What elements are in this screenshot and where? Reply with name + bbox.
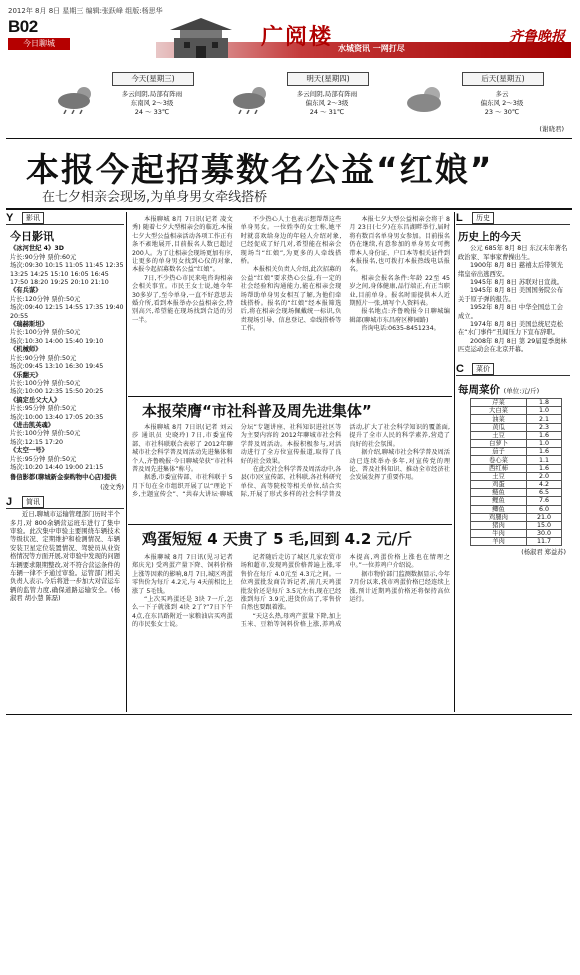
- weather-condition: 多云间阴,局部有阵雨: [121, 90, 183, 98]
- article-paragraph: 7日,不少热心市民来电咨询相亲会相关事宜。市民王女士说,她今年 30多岁了,至今单身,一直不好意思去婚介所,看到本报举办公益相亲会,特别高兴,希望能在现场找到合适的另一半。: [132, 274, 233, 324]
- veg-price: 1.0: [527, 440, 562, 448]
- table-row: [471, 423, 562, 431]
- veg-name: 芹菜: [471, 399, 527, 407]
- blank-area: [0, 720, 580, 975]
- table-row: [471, 440, 562, 448]
- history-entry: 2008年 8月 8日 第 29届夏季奥林匹克运动会在北京开幕。: [458, 337, 567, 354]
- weather-temp: 24 ～ 31℃: [309, 108, 345, 116]
- section-letter: L: [456, 212, 470, 224]
- section-letter: C: [456, 363, 470, 375]
- divider: [128, 396, 452, 397]
- weather-day: [229, 70, 369, 132]
- history-entry: 1900年 8月 8日 慈禧太后带领光绪皇帝出逃西安。: [458, 262, 564, 278]
- cloud-icon: [404, 84, 450, 114]
- divider: [6, 138, 572, 139]
- weather-temp: 23 ～ 30℃: [484, 108, 520, 116]
- article3-headline: 鸡蛋短短 4 天贵了 5 毛,回到 4.2 元/斤: [142, 530, 412, 548]
- veg-name: 鸡腿肉: [471, 513, 527, 521]
- film-line: 场次:09:45 13:10 16:30 19:45: [10, 363, 104, 371]
- film-line: 《冰河世纪 4》3D: [10, 245, 64, 253]
- lead-subhead: 在七夕相亲会现场,为单身男女牵线搭桥: [42, 190, 268, 205]
- article2-body: [132, 424, 450, 524]
- veg-name: 鸡蛋: [471, 480, 527, 488]
- history-entry: 1945年 8月 8日 美国国务院公布关于原子弹的报告。: [458, 287, 564, 303]
- veg-name: 鲤鱼: [471, 497, 527, 505]
- article3-body: [132, 554, 450, 704]
- weather-desc: [279, 90, 375, 117]
- veg-price: 7.6: [527, 497, 562, 505]
- history-list: [456, 245, 570, 354]
- cloud-rain-icon: [229, 84, 275, 114]
- divider: [6, 208, 572, 210]
- veg-credit: (杨淑君 郑益苏): [521, 549, 566, 557]
- veg-name: 土豆: [471, 431, 527, 439]
- weather-condition: 多云: [495, 90, 509, 98]
- article-paragraph: 在此次社会科学普及周活动中,各县(市)区宣传部、社科联,各社科研究单位、高等院校等相关单位,结合实际,开展了形式多样的社会科学普及活动,扩大了社会科学知识的覆盖面,提升了全市人民的科学素养,营造了良好的社会氛围。: [240, 424, 450, 499]
- film-listing: [10, 245, 124, 472]
- section-tag-film: [6, 212, 124, 225]
- article-paragraph: 相亲会报名条件:年龄 22至 45岁之间,身体健康,品行端正,有正当职业,目前单身。报名时需提供本人近期照片一张,填写个人资料表。: [349, 274, 450, 308]
- film-line: 《机械师》: [10, 346, 42, 354]
- veg-name: 油菜: [471, 415, 527, 423]
- section-letter: J: [6, 496, 20, 508]
- film-footer: [10, 474, 124, 492]
- veg-price: 21.0: [527, 513, 562, 521]
- table-row: [471, 480, 562, 488]
- article-paragraph: 咨询电话:0635-8451234。: [361, 325, 440, 333]
- column-slogan: 水城资讯 一网打尽: [338, 44, 405, 53]
- film-line: 片长:95分钟 票价:50元: [10, 455, 77, 463]
- veg-price: 1.0: [527, 407, 562, 415]
- veg-name: 牛肉: [471, 530, 527, 538]
- veg-name: 土豆: [471, 472, 527, 480]
- veg-price: 1.6: [527, 464, 562, 472]
- weather-panel: [54, 70, 564, 134]
- veg-heading: [458, 383, 570, 396]
- film-line: 片长:100分钟 票价:50元: [10, 379, 81, 387]
- article-paragraph: 本报相关负责人介绍,此次招募的公益“红娘”要求热心公益,有一定的社会经验和沟通能力,能在相亲会现场帮助单身男女相互了解,为他们牵线搭桥。报名的“红娘”经本报筛选后,将在相亲会现场佩戴统一标识,负责现场引导、信息登记、牵线搭桥等工作。: [240, 266, 342, 333]
- veg-price: 1.6: [527, 448, 562, 456]
- veg-price-table: [470, 398, 562, 546]
- table-row: [471, 464, 562, 472]
- weather-day-label: 明天(星期四): [287, 72, 369, 86]
- tower-icon: [166, 16, 236, 58]
- veg-price: 1.6: [527, 431, 562, 439]
- table-row: [471, 448, 562, 456]
- column-rule: [454, 212, 455, 712]
- film-line: 片长:120分钟 票价:50元: [10, 295, 81, 303]
- table-row: [471, 521, 562, 529]
- veg-price: 11.7: [527, 538, 562, 546]
- veg-title: 每周菜价: [458, 383, 500, 396]
- section-tag-history: [456, 212, 570, 225]
- veg-price: 6.5: [527, 489, 562, 497]
- weather-desc: [454, 90, 550, 117]
- table-row: [471, 415, 562, 423]
- history-entry: 公元 685年 8月 8日 东汉末年著名政治家、军事家曹操出生。: [458, 245, 568, 261]
- history-heading: 历史上的今天: [458, 231, 521, 243]
- table-row: [471, 513, 562, 521]
- article-paragraph: “上次买鸡蛋还是 3块 7一斤,怎么一下子就涨到 4块 2了?”7日下午 4点,在东昌路附近一家粮油店买鸡蛋的市民张女士说。: [132, 596, 233, 629]
- table-row: [471, 431, 562, 439]
- masthead: [156, 16, 571, 60]
- film-line: 《进击凯英魂》: [10, 421, 55, 429]
- page-code: B02: [8, 17, 38, 36]
- table-row: [471, 530, 562, 538]
- article-paragraph: 本报聊城 8月 7日讯(见习记者 郑庆光) 受鸡蛋产量下降、饲料价格上涨等因素的影响,8月 7日,城区鸡蛋零售价为每斤 4.2元,与 4天前相比上涨了 5毛钱。: [132, 554, 233, 595]
- film-line: 场次:10:00 13:40 17:05 20:35: [10, 413, 104, 421]
- weather-day: [54, 70, 194, 132]
- lead-headline: 本报今起招募数名公益“红娘”: [26, 150, 494, 189]
- table-row: [471, 407, 562, 415]
- veg-name: 茄子: [471, 448, 527, 456]
- veg-name: 黄瓜: [471, 423, 527, 431]
- veg-price: 30.0: [527, 530, 562, 538]
- veg-price: 2.0: [527, 472, 562, 480]
- article-paragraph: 本报聊城 8月 7日讯(记者 凌文秀) 随着七夕大型相亲会的临近,本报七夕大型公益相亲活动各项工作正有条不紊地展开,目前报名人数已超过 200人。为了让相亲会现场更加有序,让更多的单身男女找到心仪的对象,本报今起招募数名公益“红娘”。: [132, 216, 233, 274]
- right-column: [456, 212, 570, 712]
- film-line: 片长:90分钟 票价:60元: [10, 253, 77, 261]
- table-row: [471, 489, 562, 497]
- article2-headline: 本报荣膺“市社科普及周先进集体”: [142, 402, 372, 420]
- veg-name: 猪肉: [471, 521, 527, 529]
- section-tag-brief: [6, 496, 124, 509]
- veg-name: 西红柿: [471, 464, 527, 472]
- weather-day-label: 后天(星期五): [462, 72, 544, 86]
- veg-price: 2.1: [527, 415, 562, 423]
- article-paragraph: 据市物价部门监测数据显示,今年 7月份以来,我市鸡蛋价格已经连续上涨,预计近期鸡蛋价格还将保持高位运行。: [349, 570, 450, 604]
- film-line: 场次:12:15 17:20: [10, 438, 64, 446]
- article-paragraph: 据介绍,聊城市社会科学普及周活动已连续举办多年,对宣传党的理论、普及社科知识、推动全市经济社会发展发挥了重要作用。: [349, 449, 450, 482]
- section-tag-veg: [456, 363, 570, 376]
- weather-desc: [104, 90, 200, 117]
- film-line: 《太空一号》: [10, 447, 48, 455]
- newspaper-page: [6, 4, 572, 720]
- table-row: [471, 538, 562, 546]
- film-line: 场次:10:00 12:35 15:50 20:25: [10, 388, 104, 396]
- veg-name: 卷心菜: [471, 456, 527, 464]
- veg-price: 15.0: [527, 521, 562, 529]
- history-entry: 1952年 8月 8日 中华全国总工会成立。: [458, 304, 564, 320]
- article-paragraph: 本报七夕大型公益相亲会将于 8月 23日(七夕)在东昌湖畔举行,届时将有数百名单身男女参加。目前报名仍在继续,有意参加的单身男女可携带本人身份证、户口本等相关证件到本报报名,也可拨打本报热线电话报名。: [349, 216, 450, 274]
- veg-name: 白萝卜: [471, 440, 527, 448]
- paper-logo: 齐鲁晚报: [509, 29, 565, 45]
- weather-wind: 偏东风 2～3级: [305, 99, 349, 107]
- history-entry: 1974年 8月 8日 美国总统尼克松在“水门事件”丑闻压力下宣布辞职。: [458, 321, 564, 337]
- film-line: 《搞定岳父大人》: [10, 396, 61, 404]
- divider: [128, 524, 452, 525]
- film-line: 场次:10:30 14:00 15:40 19:10: [10, 337, 104, 345]
- article-paragraph: “天这么热,母鸡产蛋量下降,加上玉米、豆粕等饲料价格上涨,养鸡成本提高,鸡蛋价格上涨也在情理之中。”一位养鸡户介绍说。: [240, 554, 450, 629]
- issue-date: 2012年 8月 8日 星期三 编辑:张跃峰 组版:杨思华: [8, 7, 163, 15]
- table-row: [471, 497, 562, 505]
- veg-price: 1.8: [527, 399, 562, 407]
- film-credit: (凌文秀): [100, 483, 124, 491]
- article-paragraph: 据悉,市委宣传部、市社科联于 5月下旬在全市组织开展了以“理论下乡,主题宣传会”、“共春大讲坛·聊城分坛”专题讲座、社科知识进社区等为主要内容的 2012年聊城市社会科学普及周活动。本报积极参与,对活动进行了全方位宣传报道,取得了良好的社会效果。: [132, 424, 342, 499]
- table-row: [471, 505, 562, 513]
- veg-price: 4.2: [527, 480, 562, 488]
- film-line: 片长:95分钟 票价:50元: [10, 405, 77, 413]
- veg-price: 1.1: [527, 456, 562, 464]
- film-heading: 今日影讯: [10, 230, 54, 243]
- weather-condition: 多云间阴,局部有阵雨: [296, 90, 358, 98]
- veg-name: 鲢鱼: [471, 489, 527, 497]
- table-row: [471, 399, 562, 407]
- film-line: 场次:09:40 12:15 14:55 17:35 19:40 20:55: [10, 304, 124, 320]
- left-column: [6, 212, 124, 712]
- weather-temp: 24 ～ 33℃: [134, 108, 170, 116]
- section-tag-label: 影讯: [22, 212, 44, 224]
- page-bottom-rule: [6, 714, 572, 715]
- section-letter: Y: [6, 212, 20, 224]
- weather-day: [404, 70, 544, 132]
- section-tag-label: 历史: [472, 212, 494, 224]
- weather-wind: 东南风 2～3级: [130, 99, 174, 107]
- column-title: 广阅楼: [261, 24, 334, 50]
- weather-credit: (谢晓君): [539, 125, 564, 133]
- section-tag-label: 简讯: [22, 496, 44, 508]
- film-line: 场次:10:20 14:40 19:00 21:15: [10, 463, 104, 471]
- article-paragraph: 本报聊城 8月 7日讯(记者 刘云莎 通讯员 史晓玲) 7日,市委宣传部、市社科联联合表彰了 2012年聊城市社会科学普及周活动先进集体和个人,齐鲁晚报·今日聊城荣获“市社科普及周先进集体”称号。: [132, 424, 233, 474]
- article-paragraph: 不少热心人士也表示想帮帮这些单身男女。一位姓李的女士称,她平时就喜欢给身边的年轻人介绍对象,已经促成了好几对,希望能在相亲会现场当“红娘”,为更多的人牵线搭桥。: [240, 216, 342, 266]
- column-rule: [126, 212, 127, 712]
- film-venue: 鲁信影都(聊城新金泰购物中心店)提供: [10, 474, 117, 482]
- weather-wind: 偏东风 2～3级: [480, 99, 524, 107]
- lead-article-body: [132, 216, 450, 392]
- veg-name: 羊肉: [471, 538, 527, 546]
- veg-unit: (单位:元/斤): [503, 386, 540, 395]
- article-paragraph: 记者随后走访了城区几家农贸市场和超市,发现鸡蛋价格普遍上涨,零售价在每斤 4.0元至 4.3元之间。一位鸡蛋批发商告诉记者,前几天鸡蛋批发价还是每斤 3.5元左右,现在已经涨到每斤 3.9元,进货价高了,零售价自然也要跟着涨。: [240, 554, 342, 612]
- film-line: 《瑞赫斯坦》: [10, 321, 48, 329]
- veg-name: 大白菜: [471, 407, 527, 415]
- brief-body: 近日,聊城市运输管理部门历时半个多月,对 800余辆营运班车进行了集中审验。此次集中审验主要围绕车辆技术等级状况、定期维护和检测情况、车辆安装卫星定位装置情况、驾驶员从业资格情况等方面开展,对审验中发现的问题车辆要求限期整改,对不符合营运条件的车辆一律不予通过审验。运管部门相关负责人表示,今后将进一步加大对营运车辆的监管力度,确保道路运输安全。(杨淑君 胡小慧 陈磊): [10, 511, 120, 603]
- veg-price: 2.3: [527, 423, 562, 431]
- weather-day-label: 今天(星期三): [112, 72, 194, 86]
- section-tag-label: 菜价: [472, 363, 494, 375]
- section-label: 今日聊城: [8, 38, 70, 50]
- film-line: 片长:90分钟 票价:50元: [10, 354, 77, 362]
- film-line: 《有兵谋》: [10, 287, 42, 295]
- film-line: 片长:100分钟 票价:50元: [10, 329, 81, 337]
- history-entry: 1945年 8月 8日 苏联对日宣战。: [470, 279, 564, 287]
- cloud-rain-icon: [54, 84, 100, 114]
- veg-price: 6.0: [527, 505, 562, 513]
- article-paragraph: 报名地点:齐鲁晚报今日聊城编辑部(聊城市东昌府区柳园路): [349, 308, 450, 324]
- film-line: 场次:09:30 10:15 11:05 11:45 12:35 13:25 14:25 15:10 16:05 16:45 17:50 18:20 19:25 20:10 21:10: [10, 262, 124, 287]
- table-row: [471, 456, 562, 464]
- table-row: [471, 472, 562, 480]
- veg-name: 鲫鱼: [471, 505, 527, 513]
- film-line: 片长:100分钟 票价:50元: [10, 430, 81, 438]
- film-line: 《乐翻天》: [10, 371, 42, 379]
